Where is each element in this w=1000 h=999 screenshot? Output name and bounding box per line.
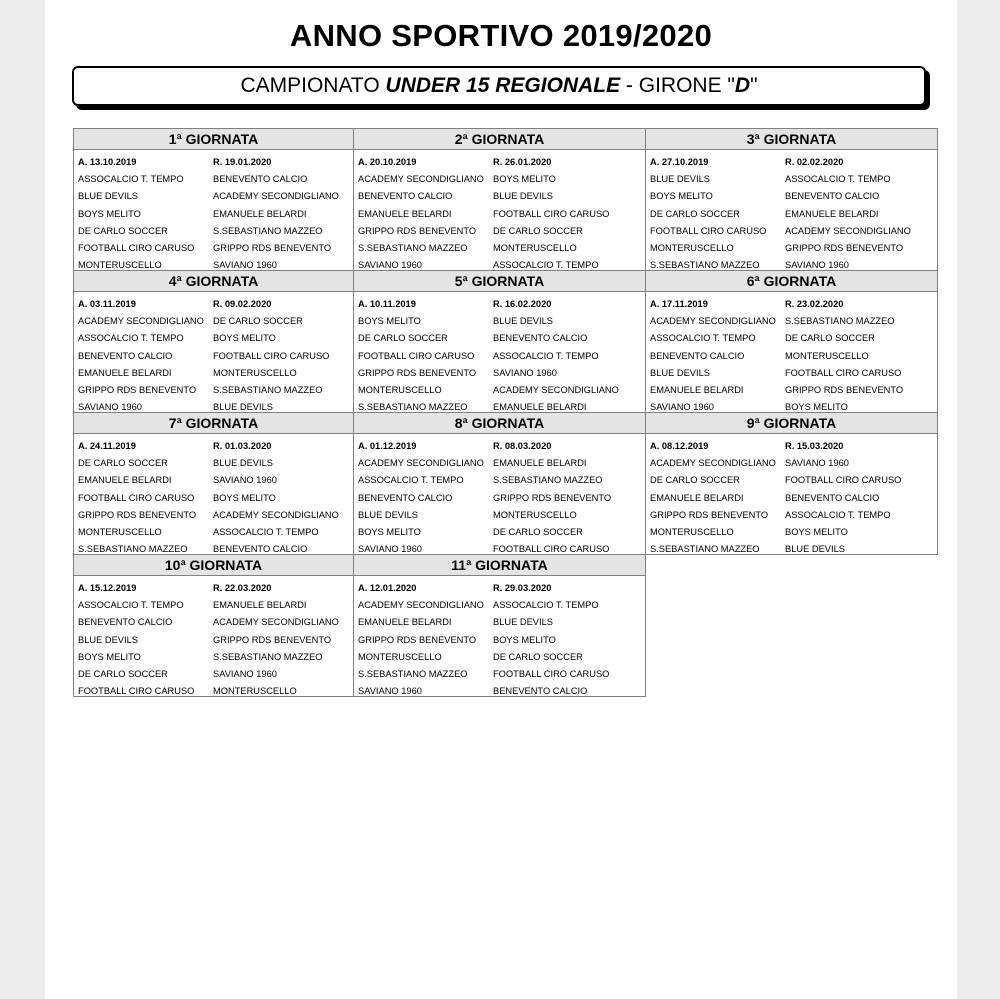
match-row xyxy=(650,171,937,188)
match-row xyxy=(78,171,353,188)
home-team: DE CARLO SOCCER xyxy=(78,225,168,236)
away-team: BLUE DEVILS xyxy=(785,544,845,555)
home-team: DE CARLO SOCCER xyxy=(650,208,740,219)
andata-date: A. 27.10.2019 xyxy=(650,157,709,167)
round-matches xyxy=(646,434,937,558)
away-team: ACADEMY SECONDIGLIANO xyxy=(213,191,339,202)
home-team: S.SEBASTIANO MAZZEO xyxy=(358,402,468,413)
away-team: BOYS MELITO xyxy=(213,492,276,503)
round-title: 10ª GIORNATA xyxy=(74,555,353,576)
away-team: BLUE DEVILS xyxy=(493,191,553,202)
home-team: DE CARLO SOCCER xyxy=(358,333,448,344)
andata-date: A. 17.11.2019 xyxy=(650,299,708,309)
home-team: GRIPPO RDS BENEVENTO xyxy=(650,509,769,520)
home-team: BENEVENTO CALCIO xyxy=(358,492,453,503)
home-team: BOYS MELITO xyxy=(358,316,421,327)
round-matches xyxy=(646,150,937,274)
match-row xyxy=(358,666,645,683)
match-row xyxy=(650,348,937,365)
match-row xyxy=(78,382,353,399)
match-row xyxy=(650,240,937,257)
match-row xyxy=(358,330,645,347)
match-row xyxy=(650,472,937,489)
away-team: SAVIANO 1960 xyxy=(785,260,849,271)
home-team: ACADEMY SECONDIGLIANO xyxy=(650,458,776,469)
home-team: SAVIANO 1960 xyxy=(78,402,142,413)
home-team: MONTERUSCELLO xyxy=(78,526,162,537)
away-team: BENEVENTO CALCIO xyxy=(493,686,588,697)
round-matches xyxy=(354,150,645,274)
round-box xyxy=(73,412,354,555)
round-box xyxy=(73,128,354,271)
round-dates xyxy=(78,580,353,597)
away-team: ASSOCALCIO T. TEMPO xyxy=(785,174,891,185)
round-title: 3ª GIORNATA xyxy=(646,129,937,150)
ritorno-date: R. 01.03.2020 xyxy=(213,441,272,451)
away-team: MONTERUSCELLO xyxy=(493,509,577,520)
away-team: ASSOCALCIO T. TEMPO xyxy=(213,526,319,537)
match-row xyxy=(78,223,353,240)
away-team: GRIPPO RDS BENEVENTO xyxy=(213,242,332,253)
away-team: BENEVENTO CALCIO xyxy=(213,544,308,555)
home-team: ASSOCALCIO T. TEMPO xyxy=(78,600,184,611)
away-team: GRIPPO RDS BENEVENTO xyxy=(213,634,332,645)
home-team: ASSOCALCIO T. TEMPO xyxy=(78,174,184,185)
ritorno-date: R. 22.03.2020 xyxy=(213,583,272,593)
match-row xyxy=(358,507,645,524)
home-team: ASSOCALCIO T. TEMPO xyxy=(358,475,464,486)
match-row xyxy=(358,382,645,399)
banner-group: D xyxy=(734,74,751,97)
home-team: BENEVENTO CALCIO xyxy=(650,350,745,361)
ritorno-date: R. 15.03.2020 xyxy=(785,441,844,451)
round-box xyxy=(73,554,354,697)
away-team: ASSOCALCIO T. TEMPO xyxy=(785,509,891,520)
home-team: BOYS MELITO xyxy=(650,191,713,202)
away-team: DE CARLO SOCCER xyxy=(785,333,875,344)
match-row xyxy=(358,524,645,541)
match-row xyxy=(78,666,353,683)
round-title: 2ª GIORNATA xyxy=(354,129,645,150)
match-row xyxy=(358,313,645,330)
match-row xyxy=(78,206,353,223)
home-team: S.SEBASTIANO MAZZEO xyxy=(358,242,468,253)
away-team: ASSOCALCIO T. TEMPO xyxy=(493,260,599,271)
ritorno-date: R. 29.03.2020 xyxy=(493,583,552,593)
round-box xyxy=(353,554,646,697)
away-team: ACADEMY SECONDIGLIANO xyxy=(493,384,619,395)
home-team: EMANUELE BELARDI xyxy=(358,617,452,628)
away-team: BOYS MELITO xyxy=(785,526,848,537)
andata-date: A. 03.11.2019 xyxy=(78,299,136,309)
home-team: BLUE DEVILS xyxy=(650,367,710,378)
home-team: S.SEBASTIANO MAZZEO xyxy=(650,544,760,555)
match-row xyxy=(78,188,353,205)
home-team: ACADEMY SECONDIGLIANO xyxy=(78,316,204,327)
match-row xyxy=(78,240,353,257)
round-dates xyxy=(78,296,353,313)
away-team: BOYS MELITO xyxy=(493,634,556,645)
away-team: BOYS MELITO xyxy=(785,402,848,413)
home-team: EMANUELE BELARDI xyxy=(650,384,744,395)
away-team: FOOTBALL CIRO CARUSO xyxy=(785,475,902,486)
andata-date: A. 13.10.2019 xyxy=(78,157,137,167)
match-row xyxy=(78,507,353,524)
andata-date: A. 01.12.2019 xyxy=(358,441,417,451)
away-team: BENEVENTO CALCIO xyxy=(785,191,880,202)
away-team: BENEVENTO CALCIO xyxy=(213,174,308,185)
ritorno-date: R. 08.03.2020 xyxy=(493,441,552,451)
round-title: 4ª GIORNATA xyxy=(74,271,353,292)
match-row xyxy=(650,313,937,330)
match-row xyxy=(78,597,353,614)
round-dates xyxy=(650,296,937,313)
match-row xyxy=(358,240,645,257)
away-team: FOOTBALL CIRO CARUSO xyxy=(785,367,902,378)
match-row xyxy=(78,614,353,631)
home-team: BENEVENTO CALCIO xyxy=(358,191,453,202)
round-dates xyxy=(650,438,937,455)
match-row xyxy=(358,455,645,472)
away-team: SAVIANO 1960 xyxy=(493,367,557,378)
away-team: EMANUELE BELARDI xyxy=(785,208,879,219)
away-team: SAVIANO 1960 xyxy=(213,668,277,679)
round-title: 11ª GIORNATA xyxy=(354,555,645,576)
home-team: GRIPPO RDS BENEVENTO xyxy=(358,634,477,645)
round-matches xyxy=(354,576,645,700)
home-team: ASSOCALCIO T. TEMPO xyxy=(78,333,184,344)
home-team: S.SEBASTIANO MAZZEO xyxy=(78,544,188,555)
round-dates xyxy=(78,154,353,171)
home-team: MONTERUSCELLO xyxy=(650,526,734,537)
match-row xyxy=(358,223,645,240)
away-team: SAVIANO 1960 xyxy=(213,260,277,271)
home-team: BLUE DEVILS xyxy=(650,174,710,185)
away-team: BLUE DEVILS xyxy=(493,316,553,327)
round-box xyxy=(73,270,354,413)
home-team: BLUE DEVILS xyxy=(78,634,138,645)
andata-date: A. 08.12.2019 xyxy=(650,441,709,451)
away-team: DE CARLO SOCCER xyxy=(213,316,303,327)
match-row xyxy=(78,348,353,365)
home-team: ACADEMY SECONDIGLIANO xyxy=(650,316,776,327)
round-matches xyxy=(74,292,353,416)
away-team: DE CARLO SOCCER xyxy=(493,651,583,662)
home-team: DE CARLO SOCCER xyxy=(650,475,740,486)
match-row xyxy=(78,330,353,347)
home-team: ACADEMY SECONDIGLIANO xyxy=(358,174,484,185)
away-team: DE CARLO SOCCER xyxy=(493,225,583,236)
away-team: ACADEMY SECONDIGLIANO xyxy=(785,225,911,236)
home-team: SAVIANO 1960 xyxy=(358,544,422,555)
home-team: MONTERUSCELLO xyxy=(358,651,442,662)
away-team: MONTERUSCELLO xyxy=(493,242,577,253)
round-box xyxy=(353,128,646,271)
home-team: BENEVENTO CALCIO xyxy=(78,617,173,628)
home-team: ACADEMY SECONDIGLIANO xyxy=(358,458,484,469)
home-team: BLUE DEVILS xyxy=(358,509,418,520)
away-team: BENEVENTO CALCIO xyxy=(785,492,880,503)
home-team: GRIPPO RDS BENEVENTO xyxy=(78,384,197,395)
away-team: SAVIANO 1960 xyxy=(213,475,277,486)
away-team: BLUE DEVILS xyxy=(493,617,553,628)
away-team: FOOTBALL CIRO CARUSO xyxy=(493,668,610,679)
andata-date: A. 15.12.2019 xyxy=(78,583,137,593)
round-box xyxy=(353,412,646,555)
match-row xyxy=(650,455,937,472)
match-row xyxy=(650,206,937,223)
home-team: ASSOCALCIO T. TEMPO xyxy=(650,333,756,344)
home-team: BLUE DEVILS xyxy=(78,191,138,202)
home-team: GRIPPO RDS BENEVENTO xyxy=(358,225,477,236)
match-row xyxy=(78,683,353,700)
match-row xyxy=(358,472,645,489)
home-team: S.SEBASTIANO MAZZEO xyxy=(358,668,468,679)
ritorno-date: R. 19.01.2020 xyxy=(213,157,272,167)
home-team: FOOTBALL CIRO CARUSO xyxy=(650,225,767,236)
round-dates xyxy=(358,296,645,313)
match-row xyxy=(358,188,645,205)
round-box xyxy=(645,270,938,413)
match-row xyxy=(358,171,645,188)
home-team: SAVIANO 1960 xyxy=(358,260,422,271)
round-title: 7ª GIORNATA xyxy=(74,413,353,434)
match-row xyxy=(650,330,937,347)
round-box xyxy=(645,128,938,271)
away-team: EMANUELE BELARDI xyxy=(213,208,307,219)
match-row xyxy=(650,490,937,507)
andata-date: A. 10.11.2019 xyxy=(358,299,416,309)
ritorno-date: R. 09.02.2020 xyxy=(213,299,272,309)
match-row xyxy=(650,188,937,205)
away-team: EMANUELE BELARDI xyxy=(493,402,587,413)
match-row xyxy=(650,382,937,399)
away-team: BENEVENTO CALCIO xyxy=(493,333,588,344)
match-row xyxy=(358,365,645,382)
match-row xyxy=(650,223,937,240)
round-matches xyxy=(354,434,645,558)
home-team: EMANUELE BELARDI xyxy=(650,492,744,503)
ritorno-date: R. 16.02.2020 xyxy=(493,299,552,309)
match-row xyxy=(78,472,353,489)
match-row xyxy=(358,649,645,666)
home-team: FOOTBALL CIRO CARUSO xyxy=(78,686,195,697)
match-row xyxy=(78,313,353,330)
home-team: MONTERUSCELLO xyxy=(78,260,162,271)
match-row xyxy=(358,597,645,614)
away-team: S.SEBASTIANO MAZZEO xyxy=(785,316,895,327)
away-team: MONTERUSCELLO xyxy=(213,686,297,697)
round-title: 1ª GIORNATA xyxy=(74,129,353,150)
home-team: FOOTBALL CIRO CARUSO xyxy=(78,492,195,503)
andata-date: A. 12.01.2020 xyxy=(358,583,417,593)
away-team: ACADEMY SECONDIGLIANO xyxy=(213,617,339,628)
home-team: GRIPPO RDS BENEVENTO xyxy=(358,367,477,378)
round-title: 9ª GIORNATA xyxy=(646,413,937,434)
home-team: DE CARLO SOCCER xyxy=(78,668,168,679)
match-row xyxy=(650,507,937,524)
round-box xyxy=(645,412,938,555)
away-team: ASSOCALCIO T. TEMPO xyxy=(493,600,599,611)
round-matches xyxy=(646,292,937,416)
away-team: FOOTBALL CIRO CARUSO xyxy=(493,544,610,555)
andata-date: A. 24.11.2019 xyxy=(78,441,136,451)
away-team: ASSOCALCIO T. TEMPO xyxy=(493,350,599,361)
away-team: S.SEBASTIANO MAZZEO xyxy=(213,384,323,395)
match-row xyxy=(358,490,645,507)
away-team: MONTERUSCELLO xyxy=(785,350,869,361)
round-dates xyxy=(358,438,645,455)
away-team: SAVIANO 1960 xyxy=(785,458,849,469)
match-row xyxy=(78,455,353,472)
home-team: SAVIANO 1960 xyxy=(650,402,714,413)
round-matches xyxy=(74,150,353,274)
fixtures-grid xyxy=(73,128,945,696)
away-team: S.SEBASTIANO MAZZEO xyxy=(213,225,323,236)
home-team: MONTERUSCELLO xyxy=(358,384,442,395)
championship-banner xyxy=(72,66,926,106)
ritorno-date: R. 23.02.2020 xyxy=(785,299,844,309)
round-matches xyxy=(74,434,353,558)
home-team: ACADEMY SECONDIGLIANO xyxy=(358,600,484,611)
round-dates xyxy=(358,580,645,597)
home-team: BOYS MELITO xyxy=(78,651,141,662)
page-title: ANNO SPORTIVO 2019/2020 xyxy=(289,18,713,53)
home-team: BENEVENTO CALCIO xyxy=(78,350,173,361)
ritorno-date: R. 26.01.2020 xyxy=(493,157,552,167)
home-team: FOOTBALL CIRO CARUSO xyxy=(358,350,475,361)
round-dates xyxy=(358,154,645,171)
away-team: MONTERUSCELLO xyxy=(213,367,297,378)
match-row xyxy=(78,490,353,507)
home-team: EMANUELE BELARDI xyxy=(78,367,172,378)
ritorno-date: R. 02.02.2020 xyxy=(785,157,844,167)
match-row xyxy=(78,649,353,666)
home-team: EMANUELE BELARDI xyxy=(358,208,452,219)
match-row xyxy=(650,365,937,382)
match-row xyxy=(358,683,645,700)
away-team: BLUE DEVILS xyxy=(213,458,273,469)
away-team: S.SEBASTIANO MAZZEO xyxy=(213,651,323,662)
banner-category: UNDER 15 REGIONALE xyxy=(385,74,621,97)
match-row xyxy=(78,524,353,541)
home-team: BOYS MELITO xyxy=(78,208,141,219)
home-team: GRIPPO RDS BENEVENTO xyxy=(78,509,197,520)
away-team: EMANUELE BELARDI xyxy=(213,600,307,611)
away-team: FOOTBALL CIRO CARUSO xyxy=(493,208,610,219)
home-team: SAVIANO 1960 xyxy=(358,686,422,697)
home-team: S.SEBASTIANO MAZZEO xyxy=(650,260,760,271)
away-team: GRIPPO RDS BENEVENTO xyxy=(493,492,612,503)
away-team: GRIPPO RDS BENEVENTO xyxy=(785,242,904,253)
match-row xyxy=(358,614,645,631)
away-team: GRIPPO RDS BENEVENTO xyxy=(785,384,904,395)
away-team: ACADEMY SECONDIGLIANO xyxy=(213,509,339,520)
home-team: EMANUELE BELARDI xyxy=(78,475,172,486)
andata-date: A. 20.10.2019 xyxy=(358,157,417,167)
match-row xyxy=(650,541,937,558)
document-page xyxy=(45,0,957,999)
away-team: BLUE DEVILS xyxy=(213,402,273,413)
match-row xyxy=(78,632,353,649)
home-team: DE CARLO SOCCER xyxy=(78,458,168,469)
round-dates xyxy=(78,438,353,455)
away-team: FOOTBALL CIRO CARUSO xyxy=(213,350,330,361)
round-title: 6ª GIORNATA xyxy=(646,271,937,292)
match-row xyxy=(358,348,645,365)
round-dates xyxy=(650,154,937,171)
home-team: BOYS MELITO xyxy=(358,526,421,537)
banner-suffix: " xyxy=(750,74,758,97)
round-title: 8ª GIORNATA xyxy=(354,413,645,434)
away-team: DE CARLO SOCCER xyxy=(493,526,583,537)
away-team: EMANUELE BELARDI xyxy=(493,458,587,469)
match-row xyxy=(650,524,937,541)
round-box xyxy=(353,270,646,413)
away-team: BOYS MELITO xyxy=(213,333,276,344)
match-row xyxy=(78,365,353,382)
match-row xyxy=(358,206,645,223)
match-row xyxy=(358,632,645,649)
banner-middle: - GIRONE " xyxy=(620,74,735,97)
home-team: MONTERUSCELLO xyxy=(650,242,734,253)
round-title: 5ª GIORNATA xyxy=(354,271,645,292)
round-matches xyxy=(354,292,645,416)
round-matches xyxy=(74,576,353,700)
away-team: S.SEBASTIANO MAZZEO xyxy=(493,475,603,486)
banner-prefix: CAMPIONATO xyxy=(240,74,386,97)
away-team: BOYS MELITO xyxy=(493,174,556,185)
home-team: FOOTBALL CIRO CARUSO xyxy=(78,242,195,253)
